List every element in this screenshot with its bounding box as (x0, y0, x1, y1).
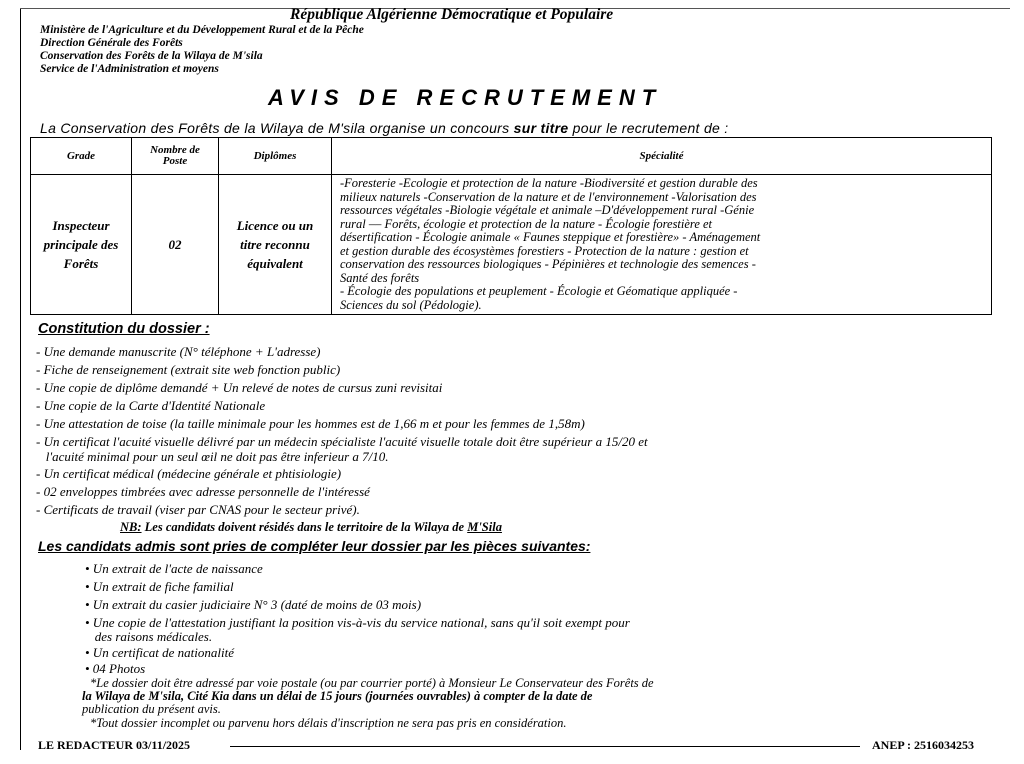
spec-line: et gestion durable des écosystèmes forestiers - Protection de la nature : gestion et (340, 243, 749, 258)
intro-text (40, 120, 729, 136)
cell-nombre: 02 (132, 175, 219, 315)
page-title: AVIS DE RECRUTEMENT (268, 85, 663, 110)
footer-rule (230, 746, 860, 747)
spec-line: milieux naturels -Conservation de la nature et de l'environnement -Valorisation des (340, 189, 757, 204)
spec-line: - Écologie des populations et peuplement - Écologie et Géomatique appliquée - (340, 284, 738, 298)
cell-specialite (332, 175, 992, 315)
list-item: l'acuité minimal pour un seul œil ne doit pas être inferieur a 7/10. (36, 449, 389, 464)
intro-c: pour le recrutement de : (568, 120, 729, 136)
footer-anep: ANEP : 2516034253 (872, 738, 974, 752)
nb-place: M'Sila (467, 520, 502, 534)
footer-redacteur: LE REDACTEUR 03/11/2025 (38, 738, 191, 752)
nb-label: NB: (120, 520, 142, 534)
spec-line: ressources végétales -Biologie végétale et animale –D'développement rural -Génie (340, 203, 755, 217)
table-header-row (31, 138, 992, 175)
list-item: - Une copie de la Carte d'Identité Nationale (36, 398, 266, 413)
admis-heading: Les candidats admis sont pries de compléter leur dossier par les pièces suivantes: (38, 538, 591, 554)
table-row (31, 175, 992, 315)
nb-note (120, 520, 502, 535)
dossier-heading: Constitution du dossier : (38, 321, 210, 337)
list-item: - Une attestation de toise (la taille minimale pour les hommes est de 1,66 m et pour les femmes de 1,58m) (36, 416, 585, 431)
list-item: • Un extrait de fiche familial (85, 579, 234, 594)
header-diplomes: Diplômes (219, 138, 332, 175)
spec-line: Sciences du sol (Pédologie). (340, 297, 482, 312)
spec-line: Santé des forêts (340, 270, 420, 285)
list-item: - Fiche de renseignement (extrait site web fonction public) (36, 362, 341, 377)
cell-grade: Inspecteur principale des Forêts (31, 175, 132, 315)
note-line: la Wilaya de M'sila, Cité Kia dans un délai de 15 jours (journées ouvrables) à compter de la date de (82, 689, 593, 703)
note-line: *Tout dossier incomplet ou parvenu hors délais d'inscription ne sera pas pris en considération. (90, 716, 567, 730)
intro-a: La Conservation des Forêts de la Wilaya de M'sila organise un concours (40, 120, 514, 136)
list-item: - Certificats de travail (viser par CNAS pour le secteur privé). (36, 502, 360, 517)
frame-border (20, 8, 21, 750)
spec-line: désertification - Écologie animale « Faunes steppique et forestière» - Aménagement (340, 230, 761, 244)
list-item: des raisons médicales. (85, 629, 213, 644)
spec-line: conservation des ressources biologiques - Pépinières et technologie des semences - (340, 257, 756, 271)
list-item: • Un extrait du casier judiciaire N° 3 (daté de moins de 03 mois) (85, 597, 422, 612)
nb-text: Les candidats doivent résidés dans le territoire de la Wilaya de (141, 520, 468, 534)
header-specialite: Spécialité (332, 138, 992, 175)
cell-diplome: Licence ou un titre reconnu équivalent (219, 175, 332, 315)
direction-line: Direction Générale des Forêts (40, 37, 183, 49)
header-nombre: Nombre de Poste (132, 138, 219, 175)
intro-b: sur titre (513, 120, 569, 136)
spec-line: -Foresterie -Ecologie et protection de la nature -Biodiversité et gestion durable des (340, 176, 758, 190)
list-item: • Une copie de l'attestation justifiant la position vis-à-vis du service national, sans qu'il soit exempt pour (85, 615, 630, 630)
list-item: - 02 enveloppes timbrées avec adresse personnelle de l'intéressé (36, 484, 370, 499)
list-item: - Une copie de diplôme demandé + Un relevé de notes de cursus zuni revisitai (36, 380, 443, 395)
spec-line: rural –– Forêts, écologie et protection de la nature - Écologie forestière et (340, 216, 713, 231)
header-grade: Grade (31, 138, 132, 175)
list-item: • Un certificat de nationalité (85, 645, 234, 660)
list-item: • Un extrait de l'acte de naissance (85, 561, 263, 576)
conservation-line: Conservation des Forêts de la Wilaya de M'sila (40, 50, 263, 62)
note-line: publication du présent avis. (82, 702, 221, 716)
list-item: - Un certificat médical (médecine générale et phtisiologie) (36, 466, 342, 481)
republic-title: République Algérienne Démocratique et Populaire (290, 6, 614, 23)
list-item: • 04 Photos (85, 661, 146, 676)
list-item: - Un certificat l'acuité visuelle délivré par un médecin spécialiste l'acuité visuelle totale doit être supérieur a 15/20 et (36, 434, 648, 449)
service-line: Service de l'Administration et moyens (40, 63, 219, 75)
list-item: - Une demande manuscrite (N° téléphone + L'adresse) (36, 344, 321, 359)
ministry-line: Ministère de l'Agriculture et du Développement Rural et de la Pêche (40, 24, 364, 36)
positions-table (30, 137, 992, 315)
note-line: *Le dossier doit être adressé par voie postale (ou par courrier porté) à Monsieur Le Conservateur des Forêts de (90, 676, 654, 690)
